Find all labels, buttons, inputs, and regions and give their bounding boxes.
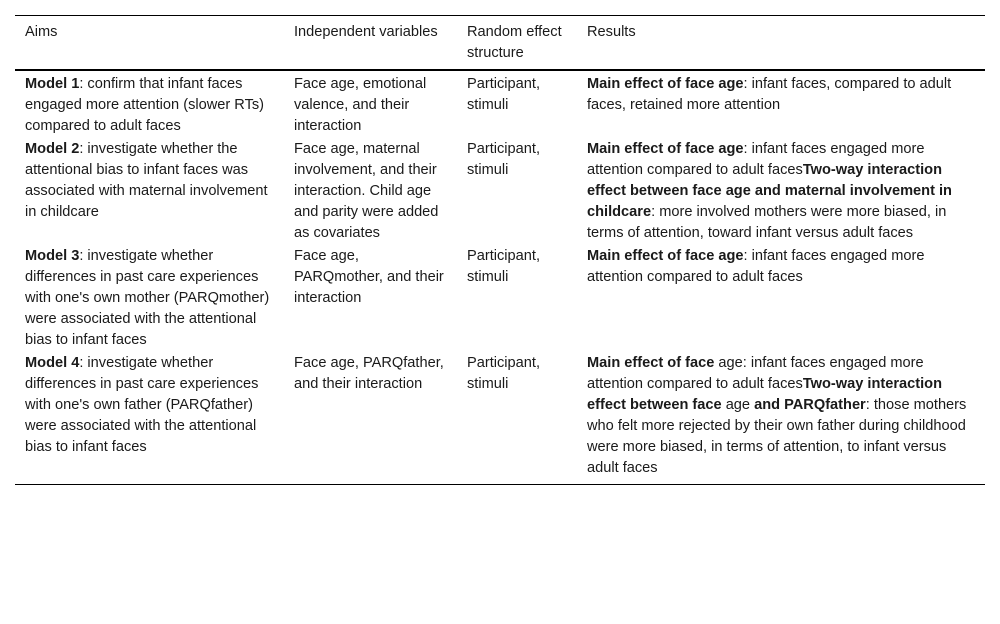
result-heading: Main effect of face age <box>587 248 744 264</box>
interaction-mid-text: age <box>721 397 755 413</box>
interaction-text: : more involved mothers were more biased, in terms of attention, toward infant versus adult faces <box>587 204 947 241</box>
results-cell <box>577 352 985 485</box>
results-table <box>15 15 985 485</box>
interaction-heading-2: and PARQfather <box>754 397 866 413</box>
variables-cell: Face age, maternal involvement, and their interaction. Child age and parity were added as covariates <box>294 141 439 241</box>
variables-cell: Face age, PARQmother, and their interaction <box>294 248 444 306</box>
aim-cell <box>15 70 284 138</box>
model-label: Model 1 <box>25 76 80 92</box>
model-label: Model 2 <box>25 141 80 157</box>
header-row <box>15 16 985 71</box>
variables-cell: Face age, emotional valence, and their interaction <box>294 76 427 134</box>
results-cell <box>577 70 985 138</box>
header-aims: Aims <box>15 16 284 71</box>
header-random-effect: Random effect structure <box>457 16 577 71</box>
aim-cell <box>15 138 284 245</box>
random-effect-cell: Participant, stimuli <box>457 352 577 485</box>
result-text: : infant faces, compared to adult faces, retained more attention <box>587 76 952 113</box>
table-row-model-4 <box>15 352 985 485</box>
result-heading: Main effect of face age <box>587 141 744 157</box>
interaction-heading: Two-way interaction effect between face age and maternal involvement in childcare <box>587 162 952 220</box>
interaction-text: : those mothers who felt more rejected by their own father during childhood were more biased, in terms of attention, to infant versus adult faces <box>587 397 967 476</box>
model-label: Model 4 <box>25 355 80 371</box>
model-label: Model 3 <box>25 248 80 264</box>
results-cell <box>577 245 985 352</box>
interaction-heading: Two-way interaction effect between face <box>587 376 943 413</box>
result-heading: Main effect of face age <box>587 76 744 92</box>
result-text: : infant faces engaged more attention compared to adult faces <box>587 248 925 285</box>
result-heading: Main effect of face <box>587 355 715 371</box>
aim-cell <box>15 245 284 352</box>
header-results: Results <box>577 16 985 71</box>
table-row-model-2 <box>15 138 985 245</box>
aim-text: : investigate whether differences in past care experiences with one's own father (PARQfather) were associated with the attentional bias to infant faces <box>25 355 259 455</box>
table-row-model-3 <box>15 245 985 352</box>
random-effect-cell: Participant, stimuli <box>467 76 541 113</box>
aim-text: : confirm that infant faces engaged more attention (slower RTs) compared to adult faces <box>25 76 265 134</box>
variables-cell: Face age, PARQfather, and their interaction <box>284 352 457 485</box>
result-text: : infant faces engaged more attention compared to adult faces <box>587 141 925 178</box>
random-effect-cell: Participant, stimuli <box>467 141 541 178</box>
random-effect-cell: Participant, stimuli <box>467 248 541 285</box>
result-text: age: infant faces engaged more attention compared to adult faces <box>587 355 924 392</box>
aim-text: : investigate whether differences in past care experiences with one's own mother (PARQmother) were associated with the attentional bias to infant faces <box>25 248 270 348</box>
results-cell <box>577 138 985 245</box>
header-independent-variables: Independent variables <box>284 16 457 71</box>
aim-text: : investigate whether the attentional bias to infant faces was associated with maternal involvement in childcare <box>25 141 268 220</box>
table-row-model-1 <box>15 70 985 138</box>
aim-cell <box>15 352 284 485</box>
